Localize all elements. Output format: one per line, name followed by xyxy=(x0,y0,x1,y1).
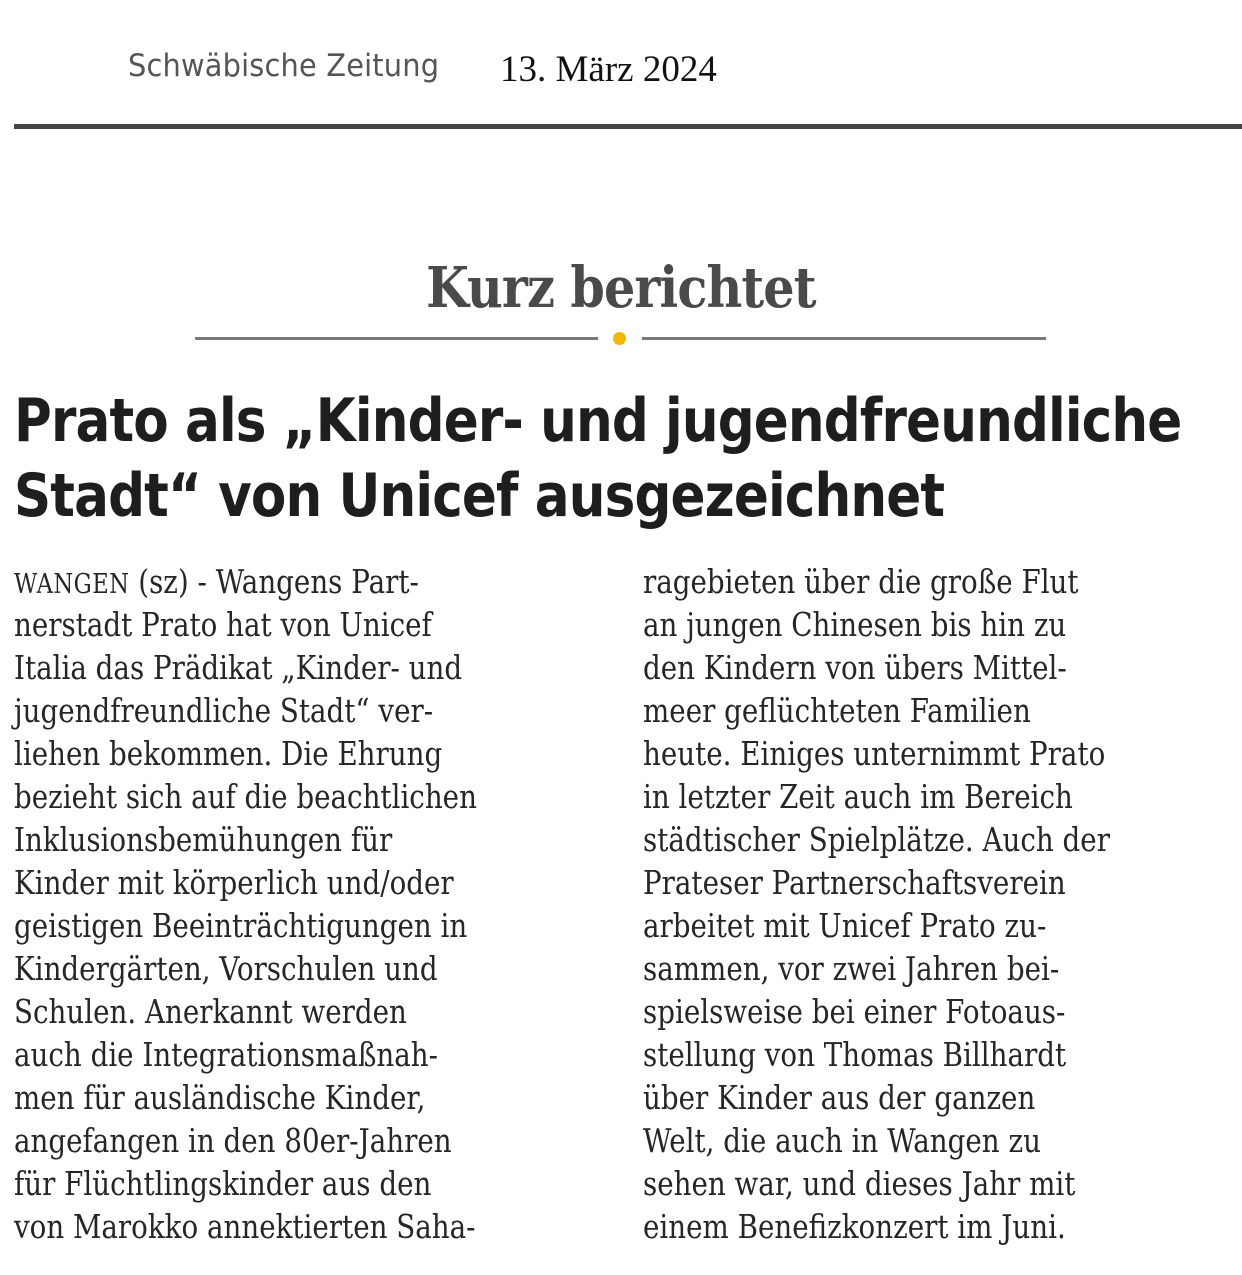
kicker-accent-dot xyxy=(613,332,626,345)
newspaper-name: Schwäbische Zeitung xyxy=(128,48,440,84)
body-line: sehen war, und dieses Jahr mit xyxy=(643,1164,1076,1203)
body-line: Kindergärten, Vorschulen und xyxy=(14,949,438,988)
body-line: spielsweise bei einer Fotoaus- xyxy=(643,992,1066,1031)
body-line: städtischer Spielplätze. Auch der xyxy=(643,820,1110,859)
body-line: men für ausländische Kinder, xyxy=(14,1078,426,1117)
section-kicker: Kurz berichtet xyxy=(426,255,816,321)
issue-date: 13. März 2024 xyxy=(500,49,717,90)
body-line: geistigen Beeinträchtigungen in xyxy=(14,906,468,945)
headline-line: Prato als „Kinder- und jugendfreundliche xyxy=(14,386,1182,456)
body-column-left xyxy=(14,560,614,1248)
body-line: arbeitet mit Unicef Prato zu- xyxy=(643,906,1047,945)
masthead-rule xyxy=(14,124,1242,129)
dateline: WANGEN xyxy=(14,569,130,600)
lead-text: (sz) - Wangens Part- xyxy=(129,562,419,601)
body-line: bezieht sich auf die beachtlichen xyxy=(14,777,477,816)
body-line: an jungen Chinesen bis hin zu xyxy=(643,605,1067,644)
body-line: sammen, vor zwei Jahren bei- xyxy=(643,949,1060,988)
body-column-right xyxy=(643,560,1233,1248)
body-line: Inklusionsbemühungen für xyxy=(14,820,393,859)
body-line: nerstadt Prato hat von Unicef xyxy=(14,605,432,644)
body-line: über Kinder aus der ganzen xyxy=(643,1078,1036,1117)
article-headline xyxy=(14,384,1234,534)
body-line: Welt, die auch in Wangen zu xyxy=(643,1121,1041,1160)
masthead-row xyxy=(128,48,717,98)
body-line: für Flüchtlingskinder aus den xyxy=(14,1164,432,1203)
body-line: angefangen in den 80er-Jahren xyxy=(14,1121,452,1160)
body-line: den Kindern von übers Mittel- xyxy=(643,648,1067,687)
body-line xyxy=(14,560,518,603)
kicker-rule-left xyxy=(195,337,598,340)
body-line: liehen bekommen. Die Ehrung xyxy=(14,734,443,773)
body-line: Kinder mit körperlich und/oder xyxy=(14,863,454,902)
body-line: in letzter Zeit auch im Bereich xyxy=(643,777,1073,816)
body-line: Schulen. Anerkannt werden xyxy=(14,992,407,1031)
body-line: ragebieten über die große Flut xyxy=(643,562,1079,601)
body-line: von Marokko annektierten Saha- xyxy=(14,1207,476,1246)
kicker-rule-right xyxy=(642,337,1046,340)
body-line: meer geflüchteten Familien xyxy=(643,691,1031,730)
body-line: heute. Einiges unternimmt Prato xyxy=(643,734,1106,773)
body-line: Prateser Partnerschaftsverein xyxy=(643,863,1066,902)
body-line: jugendfreundliche Stadt“ ver- xyxy=(14,691,434,730)
body-line: Italia das Prädikat „Kinder- und xyxy=(14,648,463,687)
body-line: einem Benefizkonzert im Juni. xyxy=(643,1207,1066,1246)
body-line: auch die Integrationsmaßnah- xyxy=(14,1035,438,1074)
body-line: stellung von Thomas Billhardt xyxy=(643,1035,1067,1074)
headline-line: Stadt“ von Unicef ausgezeichnet xyxy=(14,461,945,531)
